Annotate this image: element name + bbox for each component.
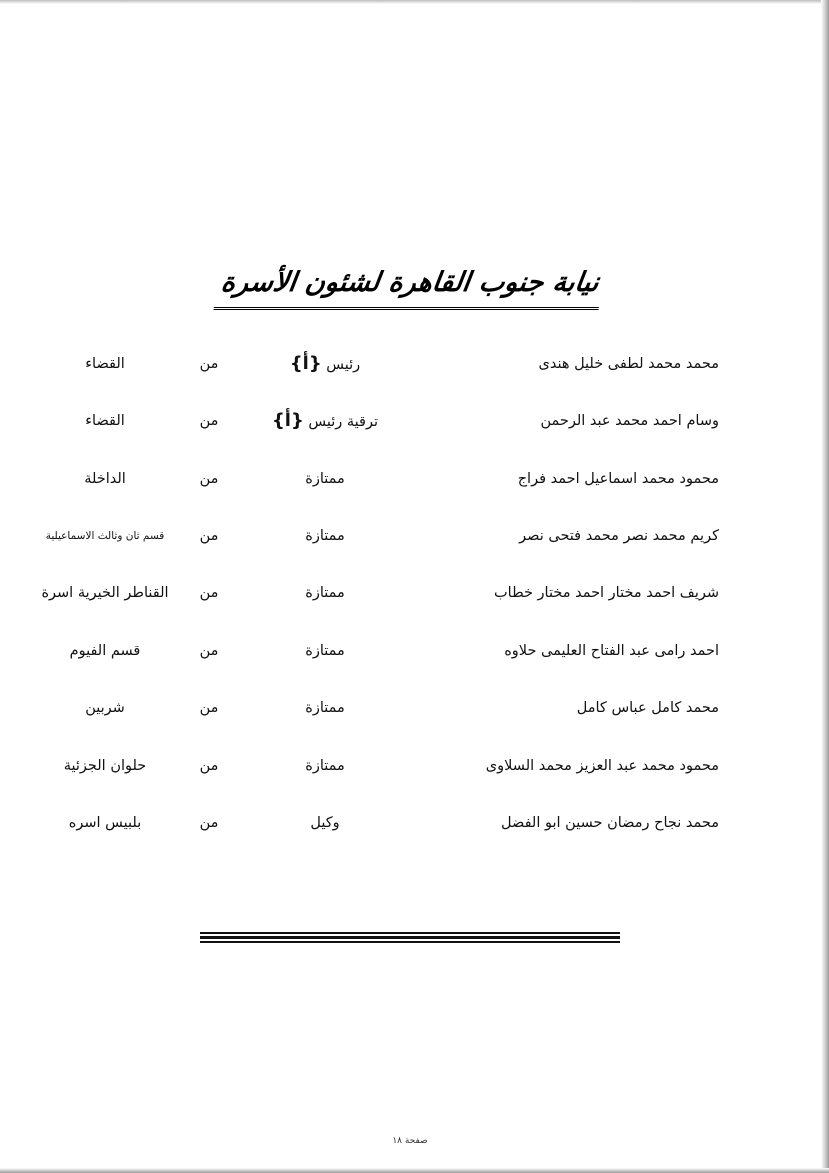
table-row [0, 404, 829, 438]
from-label: من [199, 471, 219, 487]
divider-line [200, 932, 620, 934]
rank: ممتازة [305, 700, 345, 716]
table-row [0, 576, 829, 610]
rank-mark: {أ} [289, 353, 322, 374]
table-row [0, 347, 829, 381]
judge-name: محمد كامل عباس كامل [576, 700, 719, 716]
page-title-text: نيابة جنوب القاهرة لشئون الأسرة [214, 260, 606, 310]
from-label: من [199, 758, 219, 774]
from-label: من [199, 815, 219, 831]
from-label: من [199, 643, 219, 659]
judge-name: محمود محمد عبد العزيز محمد السلاوى [485, 758, 719, 774]
judge-name: شريف احمد مختار احمد مختار خطاب [494, 585, 719, 601]
page-edge-bottom [0, 1168, 829, 1173]
from-label: من [199, 356, 219, 372]
rank: ترقية رئيس [308, 414, 379, 430]
page-number: صفحة ١٨ [392, 1136, 428, 1146]
rank: ممتازة [305, 758, 345, 774]
table-row [0, 749, 829, 783]
rank: ممتازة [305, 585, 345, 601]
divider-line [200, 941, 620, 943]
from-label: من [199, 700, 219, 716]
from-label: من [199, 585, 219, 601]
from-label: من [199, 413, 219, 429]
judge-name: محمد نجاح رمضان حسين ابو الفضل [501, 815, 719, 831]
rank: ممتازة [305, 643, 345, 659]
divider-line [200, 936, 620, 939]
table-row [0, 806, 829, 840]
judge-name: احمد رامى عبد الفتاح العليمى حلاوه [504, 643, 719, 659]
destination: القضاء [85, 413, 125, 429]
table-row [0, 519, 829, 553]
rank-cell [270, 404, 380, 439]
table-row [0, 691, 829, 725]
rank: وكيل [310, 815, 340, 831]
destination: القضاء [85, 356, 125, 372]
page-title [200, 260, 620, 310]
judge-name: محمد محمد لطفى خليل هندى [538, 356, 719, 372]
destination: الداخلة [84, 471, 126, 487]
judge-name: كريم محمد نصر محمد فتحى نصر [519, 528, 719, 544]
table-row [0, 462, 829, 496]
destination: حلوان الجزئية [63, 758, 147, 774]
destination: بلبيس اسره [68, 815, 142, 831]
page-edge-top [0, 0, 829, 4]
rank-mark: {أ} [271, 410, 304, 431]
rank: رئيس [326, 357, 361, 373]
destination: شربين [85, 700, 125, 716]
judge-name: وسام احمد محمد عبد الرحمن [540, 413, 719, 429]
table-row [0, 634, 829, 668]
destination: القناطر الخيرية اسرة [41, 585, 169, 601]
rank: ممتازة [305, 528, 345, 544]
rank: ممتازة [305, 471, 345, 487]
destination: قسم ثان وثالث الاسماعيلية [45, 530, 165, 542]
destination: قسم الفيوم [69, 643, 141, 659]
judge-name: محمود محمد اسماعيل احمد فراج [517, 471, 719, 487]
section-divider [200, 932, 620, 945]
rank-cell [270, 347, 380, 382]
from-label: من [199, 528, 219, 544]
